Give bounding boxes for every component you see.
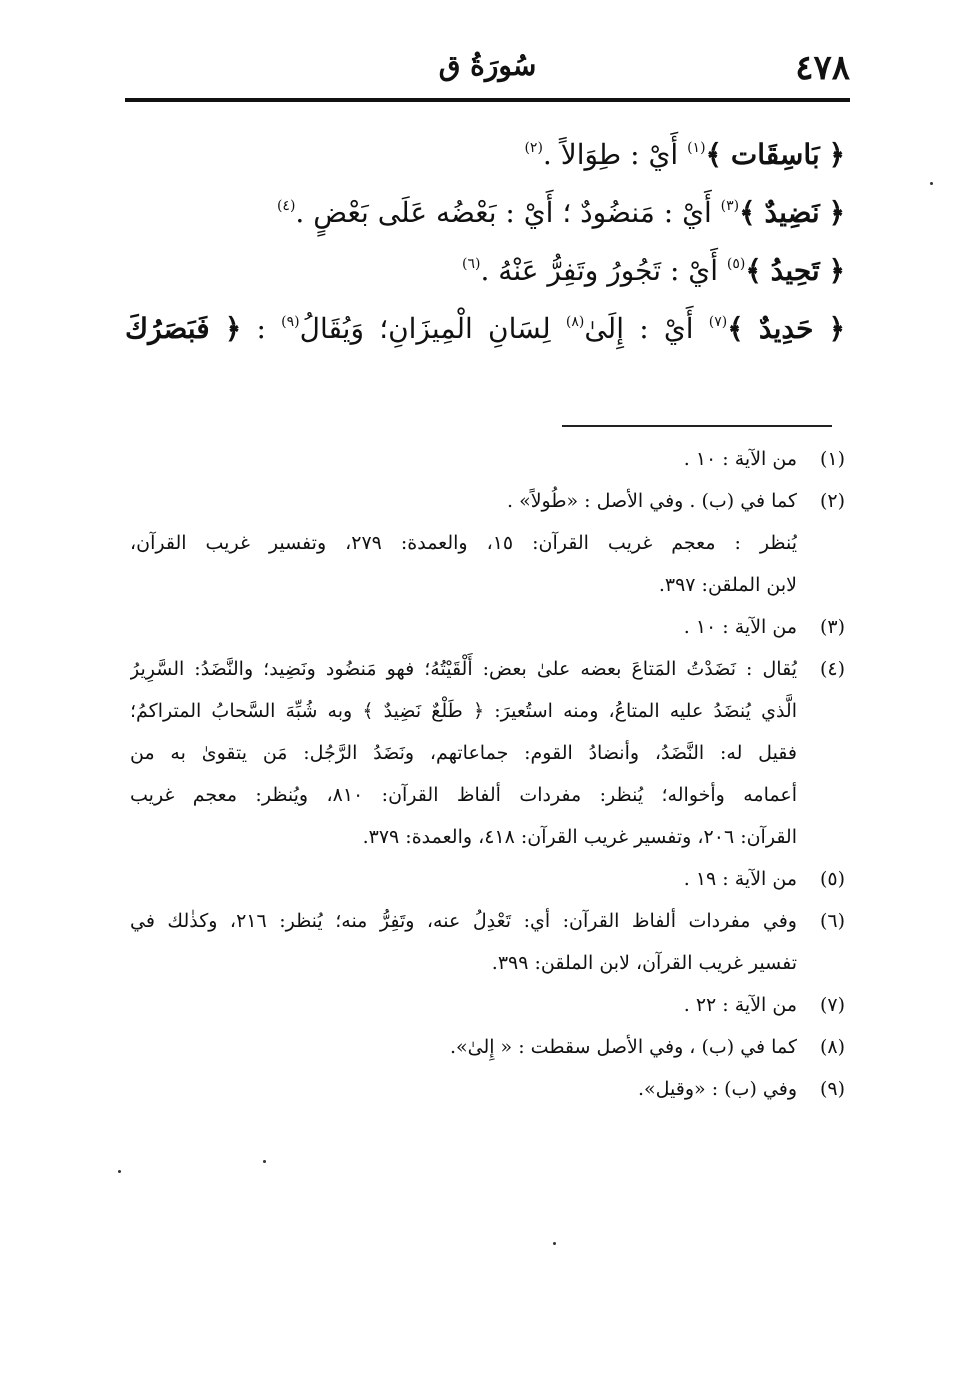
footnote-ref: (١) [687,140,706,156]
footnote-item [130,438,845,480]
footnote-ref: (٩) [281,314,300,330]
footnote-number: (٨) [819,1036,845,1058]
footnote-line: أعمامه وأخواله؛ يُنظر: مفردات ألفاظ القرآن: ٨١٠، ويُنظر: معجم غريب [130,784,797,806]
footnote-item [130,648,845,858]
running-title: سُورَةُ ق [438,49,537,82]
footnote-item [130,606,845,648]
open-bracket: ﴿ [828,312,845,345]
quran-term: بَاسِقَات [730,138,820,171]
open-bracket: ﴿ [224,312,242,345]
page-header [125,40,850,100]
footnote-ref: (٧) [708,314,728,330]
gloss-line-4 [125,300,845,358]
footnote-line: وفي مفردات ألفاظ القرآن: أي: تَعْدِلُ عنه، وتَفِرُّ منه؛ يُنظر: ٢١٦، وكذٰلك في [130,910,797,932]
footnote-line: فقيل له: النَّضَدُ، وأنضادُ القوم: جماعاتهم، ونَضَدُ الرَّجُل: مَن يتقوىٰ به من [130,742,797,764]
gloss-text: لِسَانِ الْمِيزَانِ؛ وَيُقَالُ [299,312,551,345]
footnote-line: من الآية : ٢٢ . [683,994,797,1016]
scan-speck [118,1170,121,1173]
footnote-number: (٥) [819,868,845,890]
footnote-line: من الآية : ١٩ . [683,868,797,890]
gloss-line-2 [125,184,845,242]
footnote-item [130,480,845,522]
footnote-separator [562,425,832,427]
gloss-text: أَيْ : إِلَىٰ [584,312,694,345]
gloss-text: : [256,312,266,345]
quran-term: نَضِيدٌ [764,196,820,229]
gloss-text: أَيْ : تَجُورُ وتَفِرُّ عَنْهُ . [480,254,718,287]
footnote-number: (٦) [819,910,845,932]
footnote-line: تفسير غريب القرآن، لابن الملقن: ٣٩٩. [491,952,797,974]
footnote-item [130,900,845,984]
open-bracket: ﴿ [828,196,845,229]
footnote-line: كما في (ب) ، وفي الأصل سقطت : « إِلىٰ». [449,1036,797,1058]
footnote-ref: (٢) [524,140,543,156]
page-number: ٤٧٨ [795,48,850,88]
footnote-ref: (٦) [462,256,481,272]
footnote-line: لابن الملقن: ٣٩٧. [658,574,797,596]
footnote-ref: (٣) [720,198,740,214]
footnote-number: (٣) [819,616,845,638]
footnote-number: (٤) [819,658,845,680]
footnote-item [130,1026,845,1068]
header-rule [125,98,850,102]
footnote-line: وفي (ب) : «وقيل». [638,1078,797,1100]
scan-speck [263,1160,266,1163]
scan-speck [553,1242,556,1245]
quran-term: تَحِيدُ [770,254,820,287]
close-bracket: ﴾ [705,138,722,171]
gloss-text: أَيْ : طِوَالاً . [542,138,679,171]
footnote-number: (١) [819,448,845,470]
footnotes [130,438,845,1110]
open-bracket: ﴿ [828,254,845,287]
footnote-item [130,984,845,1026]
scan-speck [930,182,933,185]
footnote-line: الَّذي يُنضَدُ عليه المتاعُ، ومنه استُعيرَ: ﴿ طَلْعٌ نَضِيدٌ ﴾ وبه شُبِّهَ السَّحابُ المتراكمُ؛ [130,700,797,722]
main-text [125,126,845,358]
footnote-line: القرآن: ٢٠٦، وتفسير غريب القرآن: ٤١٨، والعمدة: ٣٧٩. [362,826,797,848]
footnote-line: من الآية : ١٠ . [683,448,797,470]
footnote-number: (٧) [819,994,845,1016]
open-bracket: ﴿ [828,138,845,171]
footnote-item [130,858,845,900]
close-bracket: ﴾ [745,254,762,287]
footnote-number: (٢) [819,490,845,512]
quran-term: حَدِيدٌ [758,312,814,345]
gloss-line-3 [125,242,845,300]
footnote-ref: (٤) [276,198,296,214]
gloss-line-1 [125,126,845,184]
footnote-ref: (٨) [565,314,585,330]
close-bracket: ﴾ [739,196,756,229]
quran-term: فَبَصَرُكَ [125,312,210,345]
footnote-number: (٩) [819,1078,845,1100]
footnote-item [130,1068,845,1110]
footnote-ref: (٥) [726,256,746,272]
footnote-line: من الآية : ١٠ . [683,616,797,638]
close-bracket: ﴾ [727,312,744,345]
footnote-line: يُنظر : معجم غريب القرآن: ١٥، والعمدة: ٢٧٩، وتفسير غريب القرآن، [130,532,797,554]
gloss-text: أَيْ : مَنضُودٌ ؛ أَيْ : بَعْضُه عَلَى بَعْضٍ . [295,196,712,229]
footnote-line: يُقال : نَضَدْتُ المَتاعَ بعضه علىٰ بعض: أَلْقَيْتُهُ؛ فهو مَنضُود ونَضِيد؛ والنَّضَدُ: السَّرِيرُ [130,658,797,680]
footnote-continuation [130,522,845,606]
footnote-line: كما في (ب) . وفي الأصل : «طُولاً» . [506,490,797,512]
